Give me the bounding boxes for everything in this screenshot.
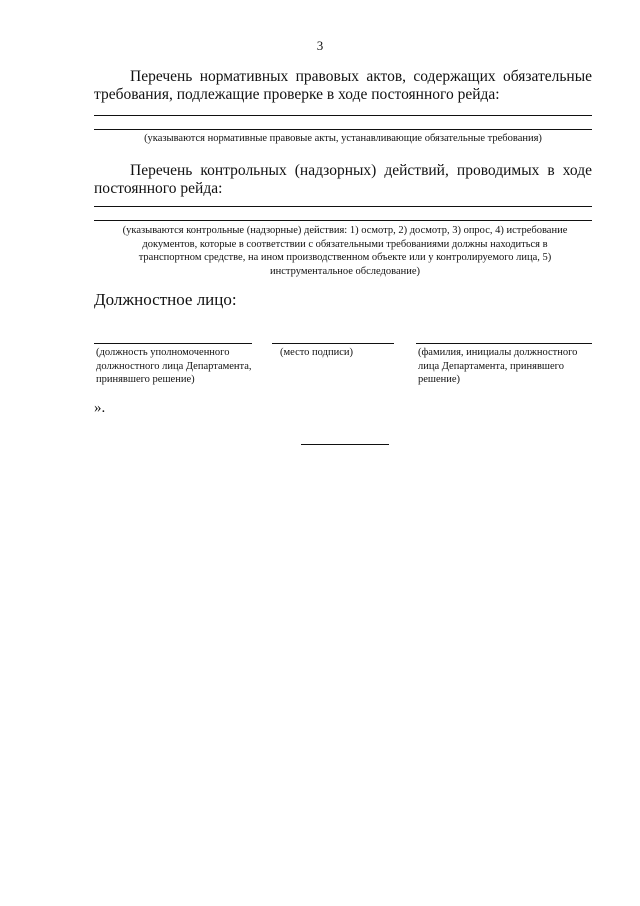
signature-caption: (место подписи)	[280, 347, 353, 358]
end-separator-line	[301, 444, 389, 445]
name-caption: (фамилия, инициалы должностного лица Департамента, принявшего решение)	[418, 347, 578, 385]
acts-paragraph-text: Перечень нормативных правовых актов, содержащих обязательные требования, подлежащие проверке в ходе постоянного рейда:	[94, 68, 592, 103]
acts-fill-line-1	[94, 115, 592, 116]
position-caption: (должность уполномоченного должностного лица Департамента, принявшего решение)	[96, 347, 252, 385]
acts-caption: (указываются нормативные правовые акты, устанавливающие обязательные требования)	[144, 133, 542, 144]
acts-paragraph	[94, 68, 592, 104]
actions-fill-line-1	[94, 206, 592, 207]
acts-fill-line-2	[94, 129, 592, 130]
closing-mark: ».	[94, 400, 106, 416]
actions-paragraph	[94, 162, 592, 198]
actions-caption: (указываются контрольные (надзорные) действия: 1) осмотр, 2) досмотр, 3) опрос, 4) истребование документов, которые в соответствии с обязательными требованиями должны находиться в транспортном средстве, на ином производственном объекте или у контролируемого лица, 5) инструментальное обследование)	[122, 225, 568, 277]
actions-paragraph-text: Перечень контрольных (надзорных) действий, проводимых в ходе постоянного рейда:	[94, 162, 592, 197]
official-label: Должностное лицо:	[94, 290, 237, 309]
actions-fill-line-2	[94, 220, 592, 221]
page-number: 3	[316, 38, 324, 53]
signature-line	[272, 343, 394, 344]
position-line	[94, 343, 252, 344]
name-line	[416, 343, 592, 344]
